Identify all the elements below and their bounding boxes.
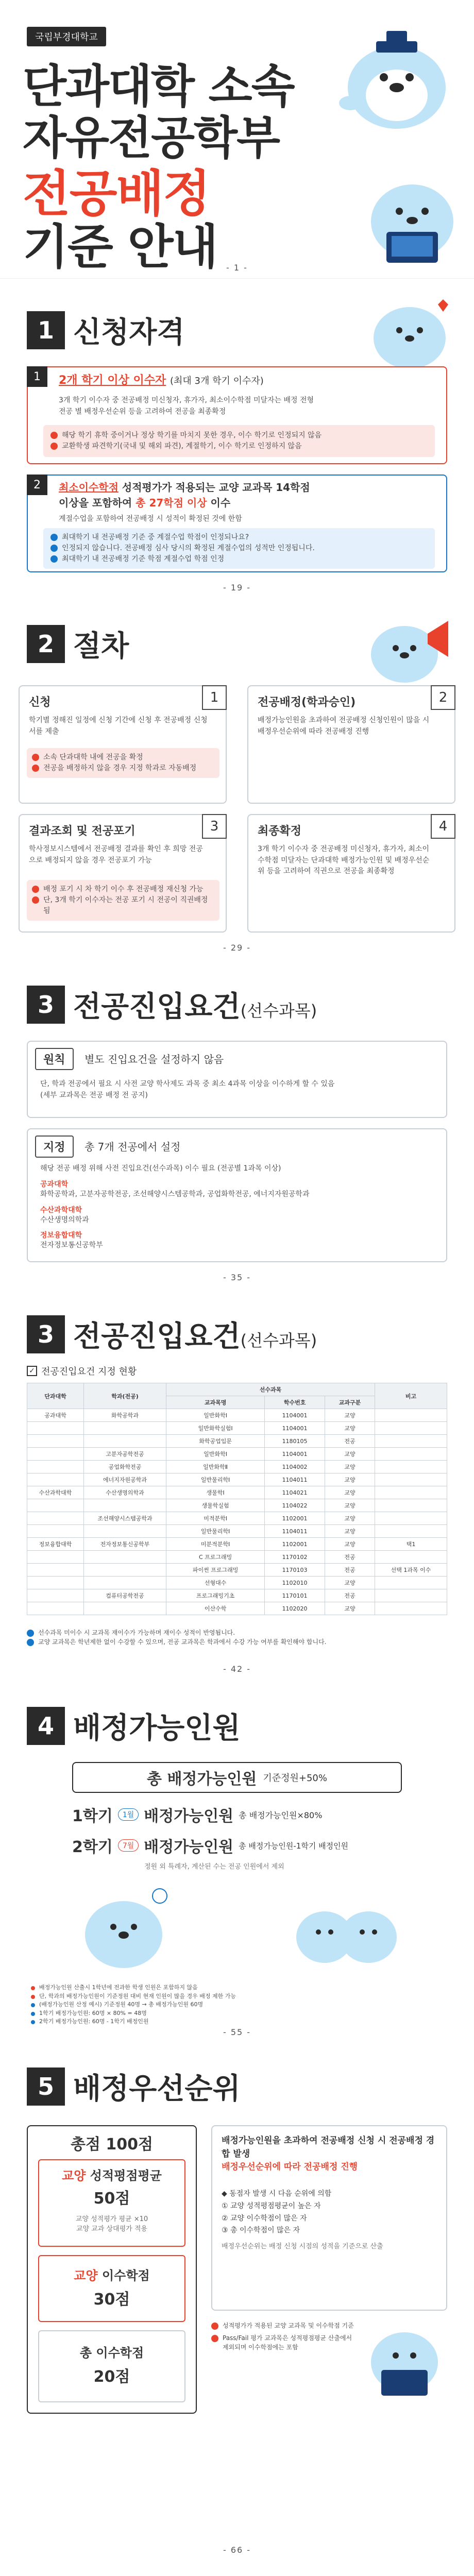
col-subheader: 교과구분 xyxy=(325,1396,375,1409)
a-icon xyxy=(50,545,58,552)
school-name: 국립부경대학교 xyxy=(35,32,98,43)
group-college: 정보융합대학 xyxy=(40,1231,82,1240)
table-cell: 일반화학Ⅱ xyxy=(166,1461,265,1473)
bottom-note-2: Pass/Fail 평가 교과목은 성적평점평균 산출에서 제외되며 이수학점에는 포함 xyxy=(223,2334,352,2351)
table-cell: 전공 xyxy=(325,1551,375,1564)
box2-bullet-2: 인정되지 않습니다. 전공배정 심사 당시의 확정된 계절수업의 성적만 인정됩니다. xyxy=(62,544,315,552)
capacity-notes xyxy=(31,1984,443,2026)
table-cell: 택1 xyxy=(375,1538,447,1551)
table-cell: 이산수학 xyxy=(166,1602,265,1615)
table-row xyxy=(27,1589,447,1602)
item1-score: 50점 xyxy=(93,2190,130,2208)
table-cell xyxy=(27,1564,84,1577)
box2-head-line2a: 이상을 포함하여 xyxy=(59,497,136,509)
tie-rule: ② 교양 이수학점이 많은 자 xyxy=(222,2214,307,2223)
table-row xyxy=(27,1551,447,1564)
bullet-icon xyxy=(32,896,39,904)
table-note-2: 교양 교과목은 학년제한 없이 수강할 수 있으며, 전공 교과목은 학과에서 수강 가능 여부를 확인해야 합니다. xyxy=(38,1638,327,1646)
table-cell: 교양 xyxy=(325,1512,375,1525)
table-cell: 컴퓨터공학전공 xyxy=(84,1589,166,1602)
procedure-card-4 xyxy=(247,814,455,933)
capacity-note: 배정가능인원 산출시 1학년에 전과한 학생 인원은 포함하지 않음 xyxy=(39,1984,198,1991)
table-cell: 1102001 xyxy=(265,1538,325,1551)
priority-score-box xyxy=(27,2125,197,2414)
step-number: 3 xyxy=(202,814,227,839)
priority-explain-box xyxy=(211,2125,447,2311)
card-bullet: 배정 포기 시 차 학기 이수 후 전공배정 재신청 가능 xyxy=(43,885,204,893)
semester-2-label: 2학기 xyxy=(72,1838,113,1856)
principle-label: 원칙 xyxy=(35,1048,74,1070)
section-number: 2 xyxy=(27,625,65,663)
group-majors: 수산생명의학과 xyxy=(40,1215,89,1224)
card-title: 최종확정 xyxy=(258,825,302,838)
page-number-4: - 35 - xyxy=(223,1273,251,1282)
table-cell: 공과대학 xyxy=(27,1409,84,1422)
table-cell: 전공 xyxy=(325,1564,375,1577)
check-icon: ✓ xyxy=(27,1366,37,1376)
table-cell xyxy=(375,1512,447,1525)
table-cell xyxy=(375,1448,447,1461)
card-desc: 학사정보시스템에서 전공배정 결과를 확인 후 희망 전공으로 배정되지 않을 경우 전공포기 가능 xyxy=(29,845,203,865)
card-desc: 배정가능인원을 초과하여 전공배정 신청인원이 많을 시 배정우선순위에 따라 전공배정 진행 xyxy=(258,716,430,736)
q-icon xyxy=(50,534,58,541)
section-title: 배정우선순위 xyxy=(73,2072,241,2106)
bullet-icon xyxy=(32,765,39,772)
table-cell xyxy=(375,1435,447,1448)
table-cell: 1104001 xyxy=(265,1448,325,1461)
table-cell xyxy=(375,1486,447,1499)
table-cell: 교양 xyxy=(325,1473,375,1486)
table-cell xyxy=(27,1461,84,1473)
tie-rule: ③ 총 이수학점이 많은 자 xyxy=(222,2226,300,2235)
table-cell: 교양 xyxy=(325,1602,375,1615)
item1-highlight: 교양 xyxy=(62,2168,86,2183)
section-number: 4 xyxy=(27,1707,65,1745)
step-number: 2 xyxy=(431,685,455,710)
table-cell: 교양 xyxy=(325,1448,375,1461)
section-priority xyxy=(0,2040,474,2561)
page-number-1: - 1 - xyxy=(226,263,248,273)
col-subheader: 학수번호 xyxy=(265,1396,325,1409)
mascot-seal-icon xyxy=(330,26,459,139)
table-cell: 수산생명의학과 xyxy=(84,1486,166,1499)
bullet-icon xyxy=(27,1639,34,1646)
table-cell: 일반화학Ⅰ xyxy=(166,1409,265,1422)
table-cell: 전공 xyxy=(325,1589,375,1602)
table-cell xyxy=(27,1499,84,1512)
table-cell xyxy=(375,1577,447,1589)
page-number-7: - 66 - xyxy=(223,2545,251,2555)
table-cell xyxy=(375,1525,447,1538)
semester-2-tag: 7월 xyxy=(118,1839,139,1852)
item1-label: 성적평점평균 xyxy=(86,2168,162,2183)
table-cell: 미분적분학Ⅰ xyxy=(166,1538,265,1551)
item1-note-2: 교양 교과 상대평가 적용 xyxy=(76,2225,147,2233)
section-title: 배정가능인원 xyxy=(73,1711,241,1745)
page-number-3: - 29 - xyxy=(223,943,251,953)
table-cell: 1104011 xyxy=(265,1525,325,1538)
table-cell: 1180105 xyxy=(265,1435,325,1448)
table-cell xyxy=(375,1499,447,1512)
table-cell: 생물학Ⅰ xyxy=(166,1486,265,1499)
box2-note: 계절수업을 포함하여 전공배정 시 성적이 확정된 것에 한함 xyxy=(59,515,242,523)
box1-note-1: 해당 학기 휴학 중이거나 정상 학기를 마치지 못한 경우, 이수 학기로 인정되지 않음 xyxy=(62,431,322,439)
eligibility-box-1 xyxy=(27,366,447,464)
item3-score: 20점 xyxy=(93,2368,130,2386)
table-cell: 교양 xyxy=(325,1461,375,1473)
table-cell: 일반화학Ⅰ xyxy=(166,1448,265,1461)
semester-2-note: 정원 외 특례자, 계산된 수는 전공 인원에서 제외 xyxy=(144,1863,284,1871)
page-number-6: - 55 - xyxy=(223,2027,251,2037)
table-cell: 파이썬 프로그래밍 xyxy=(166,1564,265,1577)
table-row xyxy=(27,1461,447,1473)
table-cell: 교양 xyxy=(325,1486,375,1499)
table-cell: 1104001 xyxy=(265,1409,325,1422)
table-cell xyxy=(84,1525,166,1538)
principle-line-3: (세부 교과목은 전공 배정 전 공지) xyxy=(40,1091,148,1099)
mascot-laptop-icon xyxy=(356,165,464,273)
bullet-icon xyxy=(31,2012,35,2016)
item2-label: 이수학점 xyxy=(97,2268,150,2283)
bullet-icon xyxy=(31,1986,35,1990)
bullet-icon xyxy=(50,432,58,439)
principle-box xyxy=(27,1041,447,1118)
table-cell: 1104001 xyxy=(265,1422,325,1435)
table-row xyxy=(27,1473,447,1486)
mascot-heart-icon xyxy=(361,289,459,377)
group-majors: 화학공학과, 고분자공학전공, 조선해양시스템공학과, 공업화학전공, 에너지자원공학과 xyxy=(40,1190,310,1198)
item2-score: 30점 xyxy=(93,2291,130,2309)
table-cell: 전공 xyxy=(325,1435,375,1448)
table-row xyxy=(27,1512,447,1525)
capacity-note: 2학기 배정가능인원: 60명 - 1학기 배정인원 xyxy=(39,2018,149,2025)
card-desc: 3개 학기 이수자 중 전공배정 미신청자, 휴가자, 최소이수학점 미달자는 단과대학 배정가능인원 및 배정우선순위 등을 고려하여 직권으로 전공을 최종확정 xyxy=(258,845,430,876)
section-title-small: (선수과목) xyxy=(240,1331,317,1350)
exception-label: 지정 xyxy=(35,1136,74,1158)
box1-head-highlight: 2개 학기 이상 이수자 xyxy=(59,374,166,387)
table-cell: 1104002 xyxy=(265,1461,325,1473)
table-cell xyxy=(27,1448,84,1461)
mascot-megaphone-icon xyxy=(361,603,459,690)
table-cell xyxy=(84,1577,166,1589)
bullet-icon xyxy=(50,555,58,563)
section-number: 1 xyxy=(27,311,65,349)
step-number: 1 xyxy=(202,685,227,710)
table-cell: 일반물리학Ⅰ xyxy=(166,1473,265,1486)
procedure-card-1 xyxy=(19,685,227,804)
table-cell: 교양 xyxy=(325,1409,375,1422)
section-capacity xyxy=(0,1680,474,2040)
exception-intro: 해당 전공 배정 위해 사전 진입요건(선수과목) 이수 필요 (전공별 1과목 이상) xyxy=(40,1164,281,1173)
card-bullet: 전공을 배정하지 않을 경우 지정 학과로 자동배정 xyxy=(43,764,197,772)
box2-bullet-1: 최대학기 내 전공배정 기준 중 계절수업 학점이 인정되나요? xyxy=(62,533,249,541)
table-cell: 1170103 xyxy=(265,1564,325,1577)
semester-1-main: 배정가능인원 xyxy=(144,1807,234,1825)
tie-rule: ① 교양 성적평점평균이 높은 자 xyxy=(222,2201,321,2210)
section-entry-requirements xyxy=(0,958,474,1288)
box1-note-2: 교환학생 파견학기(국내 및 해외 파견), 계절학기, 이수 학기로 인정하지 않음 xyxy=(62,442,302,450)
item2-highlight: 교양 xyxy=(74,2268,98,2283)
bullet-icon xyxy=(27,1630,34,1637)
section-number: 3 xyxy=(27,1315,65,1353)
procedure-card-2 xyxy=(247,685,455,804)
semester-1-label: 1학기 xyxy=(72,1807,113,1825)
item1-note: 교양 성적평가 평균 ×10 xyxy=(75,2215,148,2223)
cover-title-1: 단과대학 소속 xyxy=(23,60,294,113)
bullet-icon xyxy=(31,1995,35,1999)
mascot-thinking-icon xyxy=(72,1880,175,1978)
table-cell: 에너지자원공학과 xyxy=(84,1473,166,1486)
section-title-small: (선수과목) xyxy=(240,1001,317,1021)
table-row xyxy=(27,1422,447,1435)
section-number: 5 xyxy=(27,2067,65,2106)
table-cell xyxy=(84,1435,166,1448)
semester-2-main: 배정가능인원 xyxy=(144,1838,234,1856)
box-number: 1 xyxy=(27,366,47,387)
group-majors: 전자정보통신공학부 xyxy=(40,1241,103,1250)
table-cell xyxy=(375,1551,447,1564)
table-row xyxy=(27,1602,447,1615)
col-header: 단과대학 xyxy=(27,1383,84,1409)
table-cell xyxy=(375,1409,447,1422)
bullet-icon xyxy=(32,754,39,761)
table-cell xyxy=(27,1512,84,1525)
table-cell xyxy=(84,1564,166,1577)
table-note-1: 선수과목 미이수 시 교과목 재이수가 가능하며 재이수 성적이 반영됩니다. xyxy=(38,1629,235,1636)
table-cell: 정보융합대학 xyxy=(27,1538,84,1551)
section-eligibility xyxy=(0,278,474,598)
table-row xyxy=(27,1564,447,1577)
box2-head-line2b: 총 27학점 이상 xyxy=(136,497,207,509)
box1-head-rest: (최대 3개 학기 이수자) xyxy=(170,376,264,386)
item3-label: 총 이수학점 xyxy=(79,2346,144,2360)
priority-total: 총점 100점 xyxy=(70,2136,153,2154)
semester-2-sub: 총 배정가능인원-1학기 배정인원 xyxy=(239,1841,349,1851)
table-cell: 1104011 xyxy=(265,1473,325,1486)
table-cell: 화학공학과 xyxy=(84,1409,166,1422)
exception-title: 총 7개 전공에서 설정 xyxy=(84,1141,181,1153)
section-title: 절차 xyxy=(73,630,129,663)
table-cell: 수산과학대학 xyxy=(27,1486,84,1499)
section-requirements-table xyxy=(0,1288,474,1680)
capacity-note: (배정가능인원 산정 예시) 기준정원 40명 → 총 배정가능인원 60명 xyxy=(39,2001,204,2008)
section-procedure xyxy=(0,598,474,958)
table-cell: 일반물리학Ⅰ xyxy=(166,1525,265,1538)
table-cell: 1102020 xyxy=(265,1602,325,1615)
table-cell: 선택 1과목 이수 xyxy=(375,1564,447,1577)
cover-title-3: 전공배정 xyxy=(23,165,210,223)
table-cell xyxy=(27,1422,84,1435)
eligibility-box-2 xyxy=(27,474,447,572)
step-number: 4 xyxy=(431,814,455,839)
table-cell: 1104022 xyxy=(265,1499,325,1512)
table-cell: 교양 xyxy=(325,1499,375,1512)
principle-line-2: 단, 학과 전공에서 필요 시 사전 교양 학사제도 과목 중 최소 4과목 이상을 이수하게 할 수 있음 xyxy=(40,1080,335,1088)
mascot-pair-icon xyxy=(289,1880,402,1978)
box2-head-mid: 성적평가가 적용되는 교양 교과목 14학점 xyxy=(122,481,310,494)
table-cell: 교양 xyxy=(325,1577,375,1589)
table-cell xyxy=(375,1461,447,1473)
table-cell xyxy=(375,1473,447,1486)
bottom-note-1: 성적평가가 적용된 교양 교과목 및 이수학점 기준 xyxy=(223,2322,354,2329)
table-cell: 1102001 xyxy=(265,1512,325,1525)
table-cell xyxy=(84,1499,166,1512)
table-cell xyxy=(375,1589,447,1602)
table-cell: 선형대수 xyxy=(166,1577,265,1589)
table-cell: C 프로그래밍 xyxy=(166,1551,265,1564)
bullet-icon xyxy=(31,2020,35,2024)
table-cell: 1102010 xyxy=(265,1577,325,1589)
table-cell: 일반화학실험Ⅰ xyxy=(166,1422,265,1435)
table-cell xyxy=(27,1473,84,1486)
col-header: 학과(전공) xyxy=(84,1383,166,1409)
bullet-icon xyxy=(32,886,39,893)
group-college: 공과대학 xyxy=(40,1180,69,1189)
table-subtitle: 전공진입요건 지정 현황 xyxy=(41,1366,137,1377)
table-cell xyxy=(27,1602,84,1615)
table-cell xyxy=(84,1551,166,1564)
table-cell: 생물학실험 xyxy=(166,1499,265,1512)
priority-bottom-notes xyxy=(211,2321,356,2352)
table-cell: 공업화학전공 xyxy=(84,1461,166,1473)
col-header: 비고 xyxy=(375,1383,447,1409)
card-title: 결과조회 및 전공포기 xyxy=(29,825,136,838)
table-cell: 1170101 xyxy=(265,1589,325,1602)
box1-line-1: 3개 학기 이수자 중 전공배정 미신청자, 휴가자, 최소이수학점 미달자는 배정 전형 xyxy=(59,396,314,404)
semester-1-tag: 1월 xyxy=(118,1808,139,1821)
capacity-note: 1학기 배정가능인원: 60명 × 80% = 48명 xyxy=(39,2009,147,2016)
table-cell: 화학공업입문 xyxy=(166,1435,265,1448)
box2-head-highlight: 최소이수학점 xyxy=(59,481,118,494)
principle-line-1: 별도 진입요건을 설정하지 않음 xyxy=(84,1053,224,1065)
table-row xyxy=(27,1499,447,1512)
table-row xyxy=(27,1409,447,1422)
section-final xyxy=(0,2561,474,2576)
semester-1-sub: 총 배정가능인원×80% xyxy=(239,1810,323,1820)
box1-line-2: 전공 별 배정우선순위 등을 고려하여 전공을 최종확정 xyxy=(59,407,226,416)
table-row xyxy=(27,1486,447,1499)
section-title: 전공진입요건 xyxy=(73,990,241,1024)
section-title: 전공진입요건 xyxy=(73,1320,241,1353)
card-bullet: 소속 단과대학 내에 전공을 확정 xyxy=(43,753,143,761)
table-cell: 조선해양시스템공학과 xyxy=(84,1512,166,1525)
table-cell: 교양 xyxy=(325,1422,375,1435)
requirements-table xyxy=(27,1383,447,1615)
table-cell: 교양 xyxy=(325,1538,375,1551)
card-desc: 학기별 정해진 일정에 신청 기간에 신청 후 전공배정 신청서를 제출 xyxy=(29,716,208,736)
col-header: 선수과목 xyxy=(166,1383,375,1396)
priority-explain-head-2: 배정우선순위에 따라 전공배정 진행 xyxy=(222,2162,358,2172)
table-cell xyxy=(27,1525,84,1538)
table-cell xyxy=(27,1589,84,1602)
table-cell: 1104021 xyxy=(265,1486,325,1499)
table-row xyxy=(27,1577,447,1589)
table-cell: 1170102 xyxy=(265,1551,325,1564)
box2-head-line2c: 이수 xyxy=(207,497,231,509)
table-cell xyxy=(27,1551,84,1564)
table-row xyxy=(27,1538,447,1551)
col-subheader: 교과목명 xyxy=(166,1396,265,1409)
group-college: 수산과학대학 xyxy=(40,1206,82,1214)
cover-section xyxy=(0,0,474,278)
card-title: 신청 xyxy=(29,696,51,709)
table-cell xyxy=(27,1577,84,1589)
table-row xyxy=(27,1435,447,1448)
table-cell: 고분자공학전공 xyxy=(84,1448,166,1461)
total-label: 총 배정가능인원 xyxy=(147,1770,257,1788)
bullet-icon xyxy=(211,2323,218,2330)
section-number: 3 xyxy=(27,986,65,1024)
box-number: 2 xyxy=(27,474,47,495)
priority-explain-body: ◆ 동점자 발생 시 다음 순위에 의함 xyxy=(222,2190,332,2198)
page-number-2: - 19 - xyxy=(223,583,251,592)
table-cell xyxy=(375,1602,447,1615)
capacity-total-box xyxy=(72,1762,402,1793)
total-sub: 기준정원+50% xyxy=(263,1773,327,1784)
table-cell xyxy=(84,1422,166,1435)
school-badge xyxy=(27,27,106,46)
page-number-5: - 42 - xyxy=(223,1664,251,1674)
procedure-card-3 xyxy=(19,814,227,933)
table-cell: 교양 xyxy=(325,1525,375,1538)
section-title: 신청자격 xyxy=(73,316,185,349)
exception-box xyxy=(27,1128,447,1262)
capacity-note: 단, 학과의 배정가능인원이 기준정원 대비 현재 인원이 많을 경우 배정 제한 가능 xyxy=(39,1992,236,1999)
table-cell xyxy=(27,1435,84,1448)
bullet-icon xyxy=(211,2335,218,2342)
priority-explain-note: 배정우선순위는 배정 신청 시점의 성적을 기준으로 산출 xyxy=(222,2243,383,2251)
table-cell: 프로그래밍기초 xyxy=(166,1589,265,1602)
table-cell xyxy=(84,1602,166,1615)
box2-bullet-3: 최대학기 내 전공배정 기준 학점 계절수업 학점 인정 xyxy=(62,555,225,563)
cover-title-4: 기준 안내 xyxy=(23,219,217,275)
priority-explain-head: 배정가능인원을 초과하여 전공배정 신청 시 전공배정 경합 발생 xyxy=(222,2136,435,2159)
table-row xyxy=(27,1448,447,1461)
bullet-icon xyxy=(50,443,58,450)
mascot-laptop-icon xyxy=(361,2318,448,2401)
table-cell xyxy=(375,1422,447,1435)
table-cell: 미적분학Ⅰ xyxy=(166,1512,265,1525)
table-cell: 전자정보통신공학부 xyxy=(84,1538,166,1551)
bullet-icon xyxy=(31,2003,35,2007)
card-title: 전공배정(학과승인) xyxy=(258,696,356,709)
cover-title-2: 자유전공학부 xyxy=(23,111,280,164)
card-bullet: 단, 3개 학기 이수자는 전공 포기 시 전공이 직권배정 됨 xyxy=(43,896,208,915)
table-row xyxy=(27,1525,447,1538)
